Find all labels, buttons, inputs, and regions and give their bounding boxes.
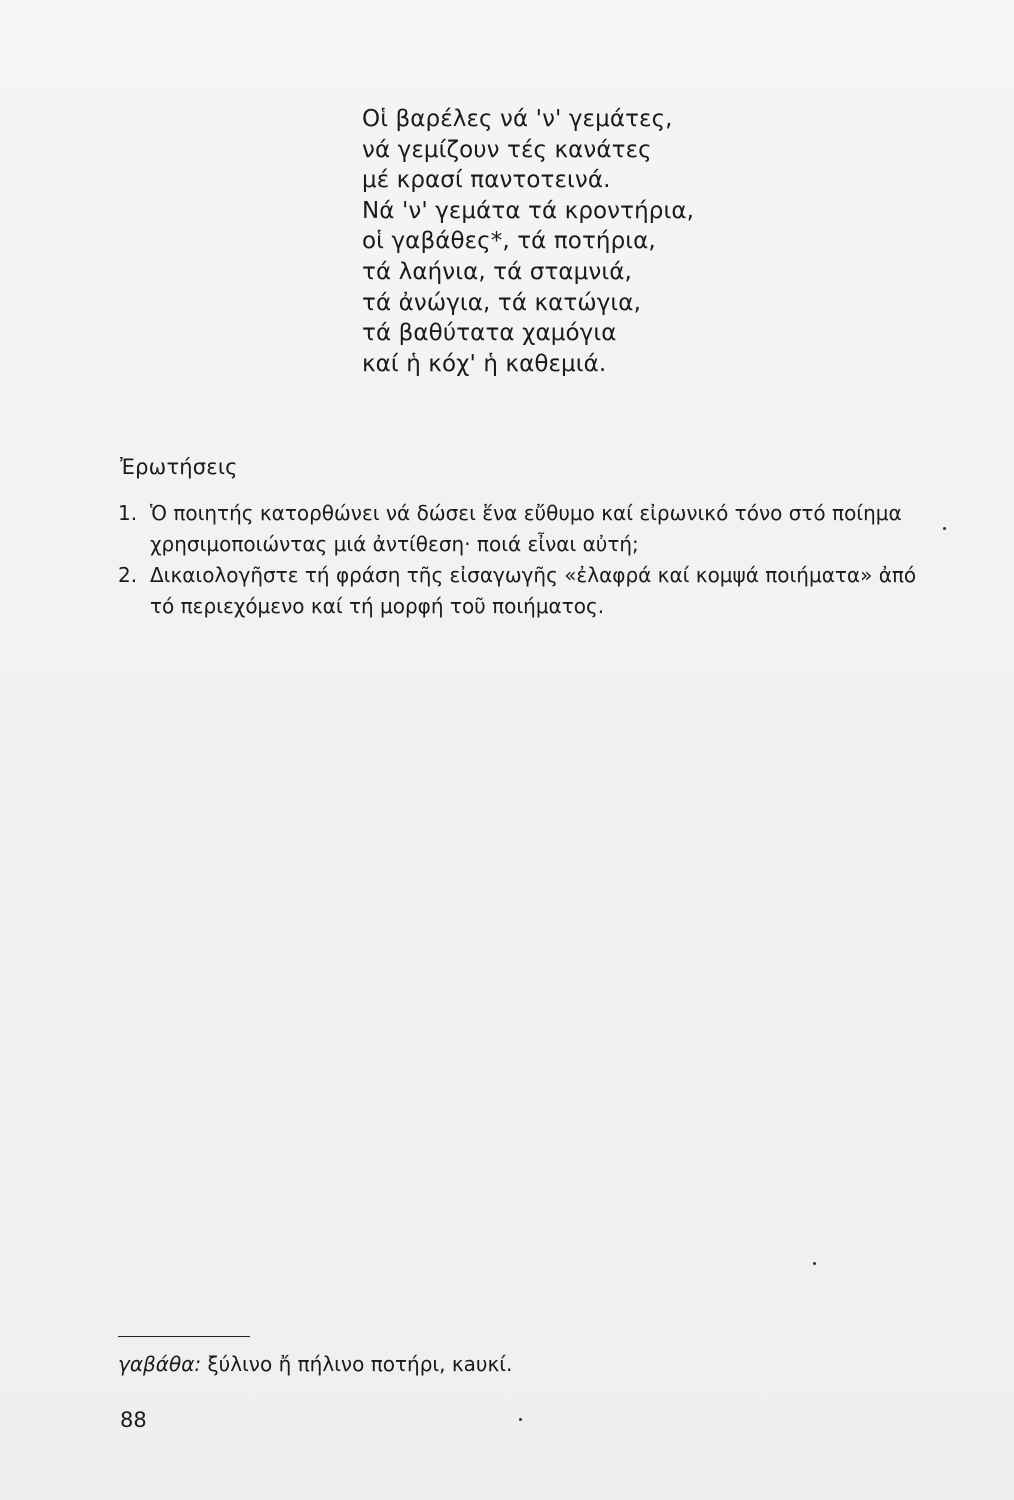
question-number: 1. (118, 501, 138, 525)
question-item (118, 560, 958, 622)
scan-speck (943, 527, 946, 530)
poem-line: Νά 'ν' γεμάτα τά κροντήρια, (362, 197, 695, 224)
question-text-line: τό περιεχόμενο καί τή μορφή τοῦ ποιήματος. (150, 594, 605, 618)
footnote-divider (118, 1336, 250, 1337)
poem (362, 104, 694, 379)
poem-line: καί ἡ κόχ' ἡ καθεμιά. (362, 350, 607, 377)
poem-line: τά βαθύτατα χαμόγια (362, 320, 617, 347)
poem-line: Οἱ βαρέλες νά 'ν' γεμάτες, (362, 106, 673, 132)
footnote-term: γαβάθα: (118, 1352, 202, 1376)
questions-heading: Ἐρωτήσεις (120, 455, 238, 479)
poem-line: τά ἀνώγια, τά κατώγια, (362, 289, 641, 316)
page-number: 88 (120, 1408, 147, 1432)
scan-speck (813, 1262, 816, 1265)
question-text-line: χρησιμοποιώντας μιά ἀντίθεση· ποιά εἶναι αὐτή; (150, 532, 639, 556)
footnote (118, 1352, 512, 1376)
footnote-definition: ξύλινο ἤ πήλινο ποτήρι, κaυκί. (201, 1352, 513, 1376)
questions-list (118, 498, 958, 622)
question-number: 2. (118, 563, 138, 587)
question-text-line: Δικαιολογῆστε τή φράση τῆς εἰσαγωγῆς «ἐλαφρά καί κομψά ποιήματα» ἀπό (150, 563, 917, 587)
question-text-line: Ὁ ποιητής κατορθώνει νά δώσει ἕνα εὔθυμο καί εἰρωνικό τόνο στό ποίημα (150, 501, 902, 525)
question-item (118, 498, 958, 560)
poem-line: οἱ γαβάθες*, τά ποτήρια, (362, 228, 656, 255)
poem-line: τά λαήνια, τά σταμνιά, (362, 258, 632, 285)
poem-line: νά γεμίζουν τές κανάτες (362, 136, 652, 163)
scan-speck (519, 1418, 522, 1421)
poem-line: μέ κρασί παντοτεινά. (362, 167, 611, 194)
